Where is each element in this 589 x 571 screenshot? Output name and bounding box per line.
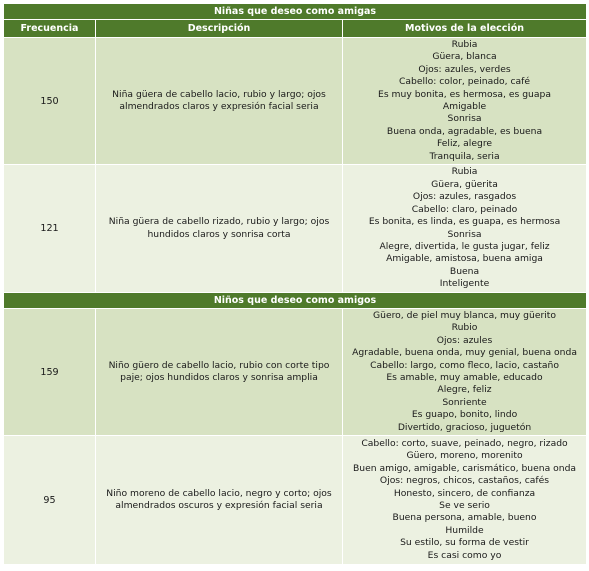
description-cell: Niño moreno de cabello lacio, negro y corto; ojos almendrados oscuros y expresión facial seria (96, 436, 343, 565)
reason-item: Rubia (451, 166, 478, 178)
table-row (4, 38, 587, 165)
section-title-row (4, 4, 587, 20)
reasons-cell (343, 165, 587, 293)
reason-item: Agradable, buena onda, muy genial, buena onda (352, 347, 577, 359)
reason-item: Inteligente (439, 278, 490, 290)
reason-item: Güera, güerita (431, 178, 498, 190)
reason-item: Es casi como yo (427, 549, 502, 561)
reason-item: Ojos: negros, chicos, castaños, cafés (379, 475, 550, 487)
reason-item: Humilde (445, 524, 484, 536)
reason-item: Cabello: color, peinado, café (398, 76, 531, 88)
column-header-frecuencia: Frecuencia (4, 20, 96, 38)
column-header-motivos: Motivos de la elección (343, 20, 587, 38)
description-cell: Niña güera de cabello lacio, rubio y largo; ojos almendrados claros y expresión facial seria (96, 38, 343, 165)
frequency-cell: 121 (4, 165, 96, 293)
reason-item: Ojos: azules (436, 334, 493, 346)
reason-item: Buen amigo, amigable, carismático, buena onda (352, 462, 577, 474)
reason-item: Su estilo, su forma de vestir (400, 537, 529, 549)
reason-item: Güero, moreno, morenito (406, 450, 523, 462)
reason-item: Sonriente (442, 396, 487, 408)
reason-item: Sonrisa (447, 228, 482, 240)
reason-item: Es bonita, es linda, es guapa, es hermosa (368, 216, 561, 228)
reason-item: Es muy bonita, es hermosa, es guapa (378, 88, 551, 100)
reason-item: Amigable, amistosa, buena amiga (386, 253, 543, 265)
reason-item: Buena (449, 265, 480, 277)
reason-item: Ojos: azules, rasgados (412, 191, 517, 203)
description-cell: Niño güero de cabello lacio, rubio con corte tipo paje; ojos hundidos claros y sonrisa amplia (96, 309, 343, 436)
reason-item: Alegre, divertida, le gusta jugar, feliz (379, 240, 550, 252)
reason-item: Se ve serio (439, 500, 490, 511)
reason-item: Alegre, feliz (437, 384, 492, 396)
description-cell: Niña güera de cabello rizado, rubio y largo; ojos hundidos claros y sonrisa corta (96, 165, 343, 293)
reasons-cell (343, 309, 587, 436)
reason-item: Cabello: corto, suave, peinado, negro, rizado (361, 437, 568, 449)
reason-item: Honesto, sincero, de confianza (393, 487, 536, 499)
table-row (4, 436, 587, 565)
reason-item: Sonrisa (447, 113, 482, 125)
reason-item: Tranquila, seria (429, 150, 500, 162)
frequency-cell: 150 (4, 38, 96, 165)
reason-item: Feliz, alegre (436, 138, 493, 150)
reason-item: Es guapo, bonito, lindo (411, 409, 518, 421)
column-header-descripcion: Descripción (96, 20, 343, 38)
frequency-cell: 159 (4, 309, 96, 436)
reason-item: Buena onda, agradable, es buena (386, 125, 543, 137)
reason-item: Güera, blanca (432, 51, 497, 63)
reason-item: Rubia (451, 38, 478, 50)
reason-item: Es amable, muy amable, educado (386, 372, 543, 383)
section-title: Niños que deseo como amigos (4, 293, 587, 309)
table-row (4, 165, 587, 293)
friend-preference-table (3, 3, 587, 565)
column-header-row (4, 20, 587, 38)
reason-item: Güero, de piel muy blanca, muy güerito (373, 309, 557, 321)
table-body (4, 4, 587, 565)
reason-item: Ojos: azules, verdes (418, 63, 511, 75)
reason-item: Buena persona, amable, bueno (392, 512, 537, 524)
reason-item: Cabello: largo, como fleco, lacio, castaño (370, 359, 559, 371)
table-row (4, 309, 587, 436)
reason-item: Cabello: claro, peinado (411, 203, 518, 215)
frequency-cell: 95 (4, 436, 96, 565)
reason-item: Divertido, gracioso, juguetón (397, 421, 532, 433)
section-title: Niñas que deseo como amigas (4, 4, 587, 20)
reason-item: Rubio (451, 322, 478, 334)
reasons-cell (343, 436, 587, 565)
reasons-cell (343, 38, 587, 165)
reason-item: Amigable (442, 101, 487, 112)
section-title-row (4, 293, 587, 309)
